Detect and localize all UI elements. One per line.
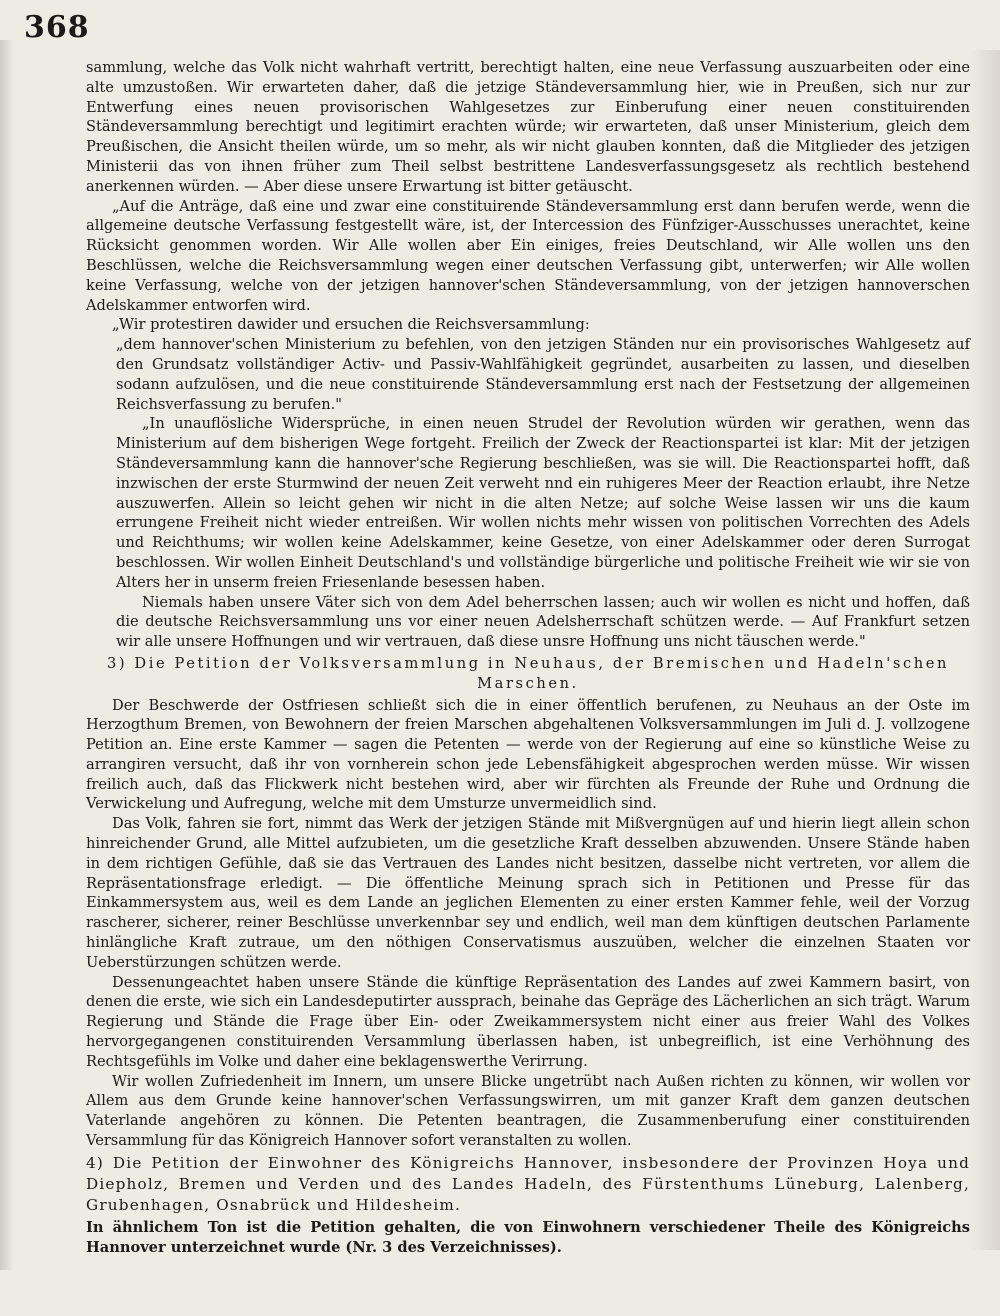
- page-number: 368: [24, 10, 90, 45]
- paragraph-quote-2: „In unauflösliche Widersprüche, in einen neuen Strudel der Revolution würden wir gerathen, wenn das Ministerium auf dem bisherigen Wege fortgeht. Freilich der Zweck der Reactionspartei ist klar: Mit der jetzigen Ständeversammlung kann die hannover'sche Regierung beschließen, was sie will. Die Reactionspartei hofft, daß inzwischen der erste Sturmwind der neuen Zeit verweht nnd ein ruhigeres Meer der Reaction erlaubt, ihre Netze auszuwerfen. Allein so leicht gehen wir nicht in die alten Netze; auf solche Weise lassen wir uns die kaum errungene Freiheit nicht wieder entreißen. Wir wollen nichts mehr wissen von politischen Vorrechten des Adels und Reichthums; wir wollen keine Adelskammer, keine Gesetze, von einer Adelskammer oder deren Surrogat beschlossen. Wir wollen Einheit Deutschland's und vollständige bürgerliche und politische Freiheit wie wir sie von Alters her in unserm freien Friesenlande besessen haben.: [116, 415, 970, 591]
- paragraph-final: In ähnlichem Ton ist die Petition gehalten, die von Einwohnern verschiedener Theile des Königreichs Hannover unterzeichnet wurde (Nr. 3 des Verzeichnisses).: [86, 1218, 970, 1256]
- body-text: [86, 58, 970, 1257]
- paragraph-request: „dem hannover'schen Ministerium zu befehlen, von den jetzigen Ständen nur ein provisorisches Wahlgesetz auf den Grundsatz vollständiger Activ- und Passiv-Wahlfähigkeit gegründet, ausarbeiten zu lassen, und dieselben sodann aufzulösen, und die neue constituirende Ständeversammlung erst nach der Festsetzung der allgemeinen Reichsverfassung zu berufen.": [116, 336, 970, 413]
- section-heading-3: 3) Die Petition der Volksversammlung in Neuhaus, der Bremischen und Hadeln'schen Marschen.: [106, 654, 949, 692]
- paragraph-neuhaus-3: Dessenungeachtet haben unsere Stände die künftige Repräsentation des Landes auf zwei Kammern basirt, von denen die erste, wie sich ein Landesdeputirter aussprach, beinahe das Gepräge des Lächerlichen an sich trägt. Warum Regierung und Stände die Frage über Ein- oder Zweikammersystem nicht einer aus freier Wahl des Volkes hervorgegangenen constituirenden Versammlung überlassen haben, ist unbegreiflich, ist eine Verhöhnung des Rechtsgefühls im Volke und daher eine beklagenswerthe Verirrung.: [86, 973, 970, 1070]
- paragraph-continuation: sammlung, welche das Volk nicht wahrhaft vertritt, berechtigt halten, eine neue Verfassung auszuarbeiten oder eine alte umzustoßen. Wir erwarteten daher, daß die jetzige Ständeversammlung hier, wie in Preußen, sich nur zur Entwerfung eines neuen provisorischen Wahlgesetzes zur Einberufung einer neuen constituirenden Ständeversammlung berechtigt und legitimirt erachten würde; wir erwarteten, daß unser Ministerium, gleich dem Preußischen, die Ansicht theilen würde, um so mehr, als wir nicht glauben konnten, daß die Mitglieder des jetzigen Ministerii das von ihnen früher zum Theil selbst bestrittene Landesverfassungsgesetz als rechtlich bestehend anerkennen würden. — Aber diese unsere Erwartung ist bitter getäuscht.: [86, 59, 970, 195]
- paragraph-neuhaus-1: Der Beschwerde der Ostfriesen schließt sich die in einer öffentlich berufenen, zu Neuhaus an der Oste im Herzogthum Bremen, von Bewohnern der freien Marschen abgehaltenen Volksversammlungen im Juli d. J. vollzogene Petition an. Eine erste Kammer — sagen die Petenten — werde von der Regierung auf eine so künstliche Weise zu arrangiren versucht, daß ihr von vornherein schon jede Lebensfähigkeit abgesprochen werden müsse. Wir wissen freilich auch, daß das Flickwerk nicht bestehen wird, aber wir fürchten als Freunde der Ruhe und Ordnung die Verwickelung und Aufregung, welche mit dem Umsturze unvermeidlich sind.: [86, 696, 970, 813]
- paragraph-quote-3: Niemals haben unsere Väter sich von dem Adel beherrschen lassen; auch wir wollen es nicht und hoffen, daß die deutsche Reichsversammlung uns vor einer neuen Adelsherrschaft schützen werde. — Auf Frankfurt setzen wir alle unsere Hoffnungen und wir vertrauen, daß diese unsre Hoffnung uns nicht täuschen werde.": [116, 593, 970, 651]
- section-heading-4: 4) Die Petition der Einwohner des Königreichs Hannover, insbesondere der Provinzen Hoya und Diepholz, Bremen und Verden und des Landes Hadeln, des Fürstenthums Lüneburg, Lalenberg, Grubenhagen, Osnabrück und Hildesheim.: [86, 1153, 970, 1214]
- paragraph-protest: „Wir protestiren dawider und ersuchen die Reichsversammlung:: [112, 316, 590, 334]
- paragraph-neuhaus-2: Das Volk, fahren sie fort, nimmt das Werk der jetzigen Stände mit Mißvergnügen auf und hierin liegt allein schon hinreichender Grund, alle Mittel aufzubieten, um die gesetzliche Kraft desselben abzuwenden. Unsere Stände haben in dem richtigen Gefühle, daß sie das Vertrauen des Landes nicht besitzen, dasselbe nicht vertreten, vor allem die Repräsentationsfrage erledigt. — Die öffentliche Meinung sprach sich in Petitionen und Presse für das Einkammersystem aus, weil es dem Lande an jeglichen Elementen zu einer ersten Kammer fehle, weil der Vorzug rascherer, sicherer, reiner Beschlüsse unverkennbar sey und endlich, weil man dem künftigen deutschen Parlamente hinlängliche Kraft zutraue, um den nöthigen Conservatismus auszuüben, welcher die einzelnen Staaten vor Ueberstürzungen schützen werde.: [86, 815, 970, 971]
- bleed-through-margin: [970, 50, 1000, 1250]
- paragraph-neuhaus-4: Wir wollen Zufriedenheit im Innern, um unsere Blicke ungetrübt nach Außen richten zu können, wir wollen vor Allem aus dem Grunde keine hannover'schen Verfassungswirren, um mit ganzer Kraft dem ganzen deutschen Vaterlande angehören zu können. Die Petenten beantragen, die Zusammenberufung einer constituirenden Versammlung für das Königreich Hannover sofort veranstalten zu wollen.: [86, 1072, 970, 1150]
- page-edge-shadow: [0, 40, 14, 1270]
- paragraph-quote-1: „Auf die Anträge, daß eine und zwar eine constituirende Ständeversammlung erst dann berufen werde, wenn die allgemeine deutsche Verfassung festgestellt wäre, ist, der Intercession des Fünfziger-Ausschusses unerachtet, keine Rücksicht genommen worden. Wir Alle wollen aber Ein einiges, freies Deutschland, wir Alle wollen uns den Beschlüssen, welche die Reichsversammlung wegen einer deutschen Verfassung gibt, unterwerfen; wir Alle wollen keine Verfassung, welche von der jetzigen hannover'schen Ständeversammlung, von der jetzigen hannoverschen Adelskammer entworfen wird.: [86, 197, 970, 314]
